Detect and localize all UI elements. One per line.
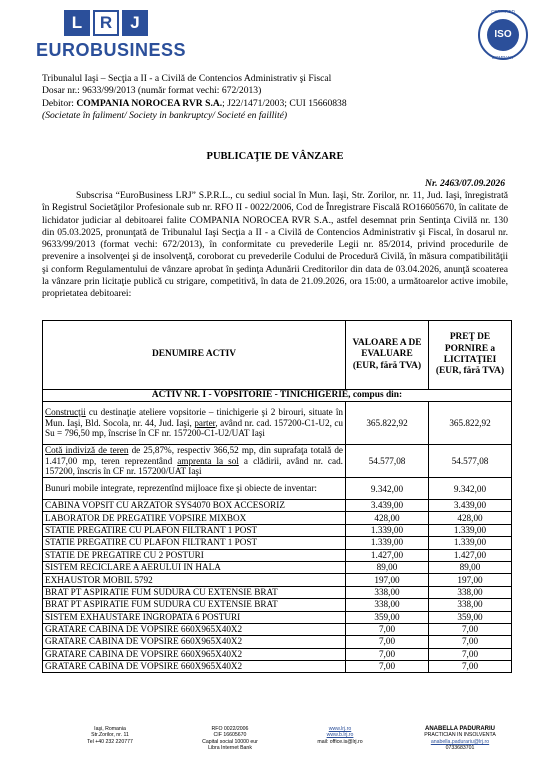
table-row bbox=[43, 549, 512, 561]
valuation-cell: 7,00 bbox=[346, 661, 429, 673]
valuation-cell: 9.342,00 bbox=[346, 478, 429, 500]
price-cell: 89,00 bbox=[429, 561, 512, 573]
table-row bbox=[43, 478, 512, 500]
item-name: GRATARE CABINA DE VOPSIRE 660X965X40X2 bbox=[43, 636, 346, 648]
item-name: EXHAUSTOR MOBIL 5792 bbox=[43, 574, 346, 586]
price-cell: 1.427,00 bbox=[429, 549, 512, 561]
table-row bbox=[43, 661, 512, 673]
price-cell: 7,00 bbox=[429, 661, 512, 673]
asset-text-end: a clădirii, având nr. cad. 157200, înscris în CF nr. 157200/UAT Iaşi bbox=[45, 455, 343, 477]
price-cell: 1.339,00 bbox=[429, 524, 512, 536]
table-row bbox=[43, 574, 512, 586]
footer-street: Str.Zorilor, nr. 11 bbox=[91, 732, 129, 739]
footer-phone: Tel +40 232 220777 bbox=[87, 738, 133, 745]
valuation-cell: 1.339,00 bbox=[346, 524, 429, 536]
table-row bbox=[43, 512, 512, 524]
valuation-cell: 338,00 bbox=[346, 599, 429, 611]
col-valuation: VALOARE A DE EVALUARE (EUR, fără TVA) bbox=[346, 321, 429, 390]
price-cell: 359,00 bbox=[429, 611, 512, 623]
table-row bbox=[43, 524, 512, 536]
table-row bbox=[43, 561, 512, 573]
logo-letter-j: J bbox=[122, 10, 148, 36]
table-row bbox=[43, 402, 512, 445]
valuation-cell: 365.822,92 bbox=[346, 402, 429, 445]
footer-capital: Capital social 10000 eur bbox=[202, 738, 258, 745]
asset-text: cu destinaţie ateliere vopsitorie – tinichigerie şi 2 birouri, situate în Mun. Iaşi, Bld. Socola, nr. 44, Jud. Iaşi, bbox=[45, 407, 343, 428]
item-name: BRAT PT ASPIRATIE FUM SUDURA CU EXTENSIE BRAT bbox=[43, 586, 346, 598]
valuation-cell: 7,00 bbox=[346, 648, 429, 660]
footer-practitioner bbox=[410, 726, 510, 752]
brand-name: EUROBUSINESS bbox=[36, 40, 187, 60]
table-row bbox=[43, 537, 512, 549]
price-cell: 7,00 bbox=[429, 648, 512, 660]
price-cell: 7,00 bbox=[429, 623, 512, 635]
table-row bbox=[43, 636, 512, 648]
table-row bbox=[43, 623, 512, 635]
asset-emphasis: amprenta la sol bbox=[177, 455, 239, 466]
valuation-cell: 359,00 bbox=[346, 611, 429, 623]
price-cell: 338,00 bbox=[429, 599, 512, 611]
asset-type: Cotă indiviză de teren bbox=[45, 445, 129, 456]
col-asset-name: DENUMIRE ACTIV bbox=[43, 321, 346, 390]
item-name: BRAT PT ASPIRATIE FUM SUDURA CU EXTENSIE BRAT bbox=[43, 599, 346, 611]
section-title: ACTIV NR. I - VOPSITORIE - TINICHIGERIE, compus din: bbox=[43, 390, 512, 402]
item-name: STATIE PREGATIRE CU PLAFON FILTRANT 1 POST bbox=[43, 537, 346, 549]
price-cell: 365.822,92 bbox=[429, 402, 512, 445]
price-cell: 338,00 bbox=[429, 586, 512, 598]
dossier-line: Dosar nr.: 9633/99/2013 (număr format vechi: 672/2013) bbox=[42, 85, 262, 97]
price-cell: 1.339,00 bbox=[429, 537, 512, 549]
footer-email[interactable]: mail: office.is@lrj.ro bbox=[317, 738, 363, 745]
valuation-cell: 1.427,00 bbox=[346, 549, 429, 561]
price-cell: 7,00 bbox=[429, 636, 512, 648]
valuation-cell: 1.339,00 bbox=[346, 537, 429, 549]
practitioner-title: PRACTICIAN IN INSOLVENTA bbox=[424, 732, 496, 739]
footer-registration bbox=[190, 726, 270, 752]
table-header-row bbox=[43, 321, 512, 390]
bankruptcy-note: (Societate în faliment/ Society in bankruptcy/ Societé en faillité) bbox=[42, 110, 288, 122]
item-name: STATIE DE PREGATIRE CU 2 POSTURI bbox=[43, 549, 346, 561]
logo-letter-l: L bbox=[64, 10, 90, 36]
price-cell: 428,00 bbox=[429, 512, 512, 524]
debtor-name: COMPANIA NOROCEA RVR S.A. bbox=[76, 97, 223, 109]
valuation-cell: 428,00 bbox=[346, 512, 429, 524]
table-row bbox=[43, 445, 512, 478]
footer-bank: Libra Internet Bank bbox=[208, 745, 252, 752]
asset-description bbox=[43, 445, 346, 478]
footer-rfo: RFO 0022/2006 bbox=[211, 726, 249, 732]
col-starting-price: PREŢ DE PORNIRE a LICITAŢIEI (EUR, fără TVA) bbox=[429, 321, 512, 390]
price-cell: 197,00 bbox=[429, 574, 512, 586]
asset-text-end: , având nr. cad. 157200-C1-U2, cu Su = 796,50 mp, înscrise în CF nr. 157200-C1-U2/UAT Iaşi bbox=[45, 417, 343, 439]
table-row bbox=[43, 500, 512, 512]
valuation-cell: 89,00 bbox=[346, 561, 429, 573]
price-cell: 54.577,08 bbox=[429, 445, 512, 478]
table-row bbox=[43, 586, 512, 598]
practitioner-phone: 0733683701 bbox=[445, 745, 475, 752]
footer-address bbox=[70, 726, 150, 745]
footer-cif: CIF 16605670 bbox=[213, 732, 247, 739]
website-link[interactable]: www.lrj.ro bbox=[328, 726, 352, 732]
item-name: CABINA VOPSIT CU ARZATOR SYS4070 BOX ACCESORIZ bbox=[43, 500, 346, 512]
item-name: LABORATOR DE PREGATIRE VOPSIRE MIXBOX bbox=[43, 512, 346, 524]
practitioner-name: ANABELLA PADURARIU bbox=[425, 726, 495, 732]
practitioner-email[interactable]: anabella.padurariu@lrj.ro bbox=[430, 738, 490, 745]
valuation-cell: 3.439,00 bbox=[346, 500, 429, 512]
case-header bbox=[42, 73, 347, 123]
document-title: PUBLICAŢIE DE VÂNZARE bbox=[206, 151, 344, 162]
item-name: SISTEM RECICLARE A AERULUI IN HALA bbox=[43, 561, 346, 573]
item-name: SISTEM EXHAUSTARE INGROPATA 6 POSTURI bbox=[43, 611, 346, 623]
asset-emphasis: parter bbox=[194, 417, 216, 428]
price-cell: 9.342,00 bbox=[429, 478, 512, 500]
debtor-line bbox=[42, 98, 347, 110]
iso-certified-badge bbox=[478, 10, 528, 60]
table-row bbox=[43, 611, 512, 623]
price-cell: 3.439,00 bbox=[429, 500, 512, 512]
iso-badge-center: ISO bbox=[487, 19, 519, 51]
footer-city: Iaşi, Romania bbox=[94, 726, 126, 732]
website-link-2[interactable]: www.b.lrj.ro bbox=[326, 732, 354, 739]
item-name: GRATARE CABINA DE VOPSIRE 660X965X40X2 bbox=[43, 648, 346, 660]
item-name: STATIE PREGATIRE CU PLAFON FILTRANT 1 POST bbox=[43, 524, 346, 536]
document-number: Nr. 2463/07.09.2026 bbox=[425, 178, 505, 189]
valuation-cell: 197,00 bbox=[346, 574, 429, 586]
court-line: Tribunalul Iaşi – Secţia a II - a Civilă de Contencios Administrativ şi Fiscal bbox=[42, 73, 332, 84]
assets-table bbox=[42, 320, 512, 673]
valuation-cell: 54.577,08 bbox=[346, 445, 429, 478]
iso-badge-bottom-text: COMPANY bbox=[491, 55, 515, 60]
announcement-paragraph: Subscrisa “EuroBusiness LRJ” S.P.R.L., cu sediul social în Mun. Iaşi, Str. Zorilor, nr. 11, Jud. Iaşi, înregistrată în Registrul Societăţilor Profesionale sub nr. RFO II - 0022/2006, Cod de Înregistrare Fiscală RO16605670, în calitate de lichidator judiciar al debitoarei falite COMPANIA NOROCEA RVR S.A., astfel desemnat prin Sentinţa Civilă nr. 130 din 05.03.2025, pronunţată de Tribunalul Iaşi Secţia a II - a Civilă de Contencios Administrativ şi Fiscal, în dosarul nr. 9633/99/2013 (format vechi: 672/2013), în conformitate cu prevederile Legii nr. 85/2014, privind procedurile de prevenire a insolvenţei şi de insolvenţă, coroborat cu prevederile Codului de Procedură Civilă, în măsura compatibilităţii şi conform Regulamentului de vânzare aprobat în şedinţa Adunării Creditorilor din data de 03.04.2026, anunţă scoaterea la vânzare prin licitaţie publică cu strigare, competitivă, în data de 21.09.2026, ora 15:00, a următoarelor active imobile, proprietatea debitoarei: bbox=[42, 190, 508, 300]
logo-letter-r: R bbox=[93, 10, 119, 36]
iso-badge-top-text: CERTIFIED bbox=[491, 9, 515, 14]
company-logo bbox=[36, 10, 186, 61]
valuation-cell: 7,00 bbox=[346, 636, 429, 648]
section-row bbox=[43, 390, 512, 402]
valuation-cell: 7,00 bbox=[346, 623, 429, 635]
lrj-letters bbox=[64, 10, 186, 36]
asset-description bbox=[43, 402, 346, 445]
table-row bbox=[43, 648, 512, 660]
asset-description: Bunuri mobile integrate, reprezentînd mijloace fixe şi obiecte de inventar: bbox=[43, 478, 346, 500]
debtor-label: Debitor: bbox=[42, 97, 77, 109]
table-row bbox=[43, 599, 512, 611]
debtor-ids: ; J22/1471/2003; CUI 15660838 bbox=[222, 97, 347, 109]
asset-text: de 25,87%, respectiv 366,52 mp, din suprafaţa totală de 1.417,00 mp, teren reprezentând bbox=[45, 445, 343, 466]
footer-contact bbox=[300, 726, 380, 745]
valuation-cell: 338,00 bbox=[346, 586, 429, 598]
item-name: GRATARE CABINA DE VOPSIRE 660X965X40X2 bbox=[43, 623, 346, 635]
item-name: GRATARE CABINA DE VOPSIRE 660X965X40X2 bbox=[43, 661, 346, 673]
asset-type: Construcţii bbox=[45, 407, 86, 418]
